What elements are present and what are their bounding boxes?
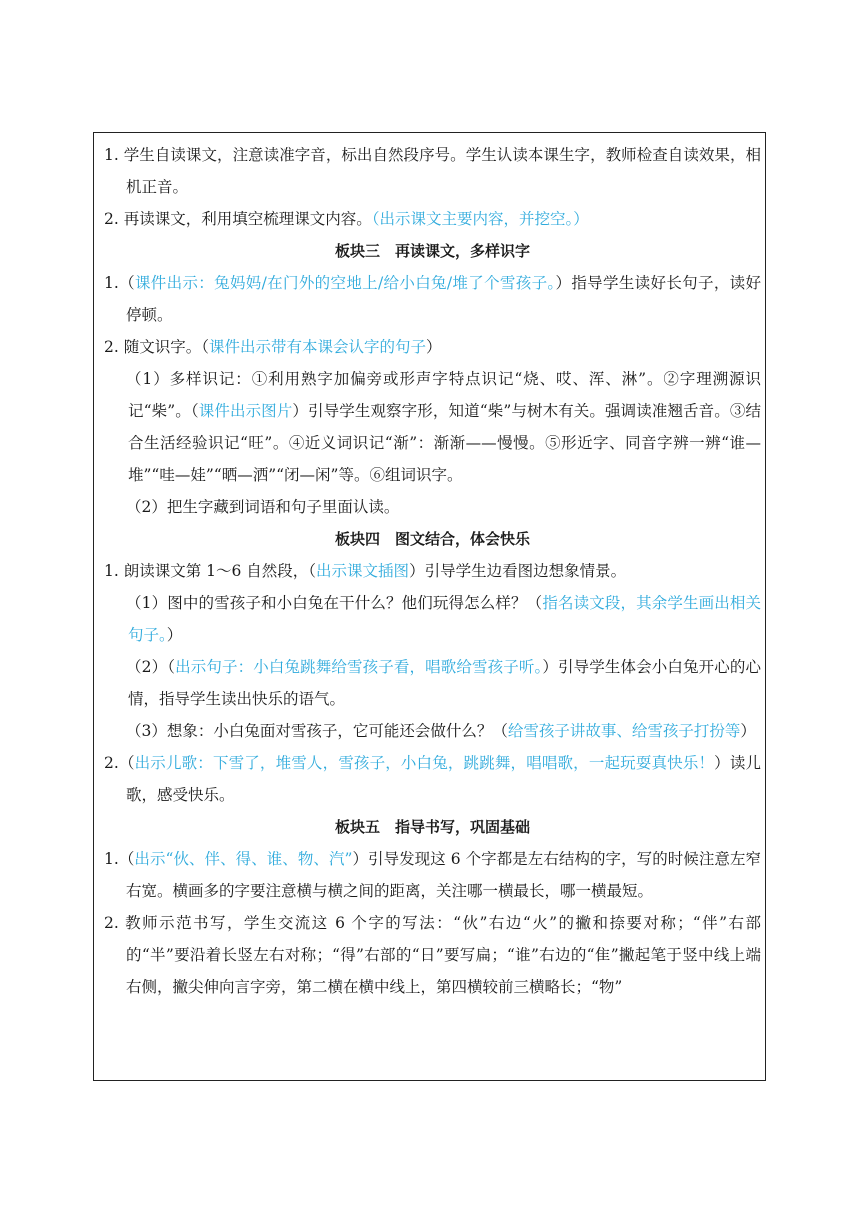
step-paragraph: 2. 教师示范书写，学生交流这 6 个字的写法：“伙”右边“火”的撇和捺要对称；“伴”右部的“半”要沿着长竖左右对称；“得”右部的“日”要写扁；“谁”右边的“隹”撇起笔于竖中线上端右侧，撇尖伸向言字旁，第二横在横中线上，第四横较前三横略长；“物” [104,914,761,996]
courseware-note: 课件出示带有本课会认字的句子 [208,338,426,356]
lesson-content [94,133,765,1003]
lesson-plan-table-cell [93,132,766,1081]
step-paragraph: 2.（出示儿歌：下雪了，堆雪人，雪孩子，小白兔，跳跳舞，唱唱歌，一起玩耍真快乐！）读儿歌，感受快乐。 [104,754,761,804]
step-paragraph: 2. 再读课文，利用填空梳理课文内容。（出示课文主要内容，并挖空。） [104,210,589,228]
courseware-note: 课件出示：兔妈妈/在门外的空地上/给小白兔/堆了个雪孩子。 [134,274,556,292]
step-paragraph: 1.（出示“伙、伴、得、谁、物、汽”）引导发现这 6 个字都是左右结构的字，写的时候注意左窄右宽。横画多的字要注意横与横之间的距离，关注哪一横最长，哪一横最短。 [104,850,761,900]
sub-step-paragraph: （2）（出示句子：小白兔跳舞给雪孩子看，唱歌给雪孩子听。）引导学生体会小白兔开心的心情，指导学生读出快乐的语气。 [126,658,761,708]
courseware-note: 出示“伙、伴、得、谁、物、汽” [134,850,353,868]
sub-step-paragraph: （1）图中的雪孩子和小白兔在干什么？他们玩得怎么样？（指名读文段，其余学生画出相关句子。） [126,594,761,644]
courseware-note: 给雪孩子讲故事、给雪孩子打扮等 [507,722,741,740]
courseware-note: （出示课文主要内容，并挖空。） [371,210,589,228]
courseware-note: 出示课文插图 [316,562,410,580]
courseware-note: 出示儿歌：下雪了，堆雪人，雪孩子，小白兔，跳跳舞，唱唱歌，一起玩耍真快乐！ [134,754,715,772]
courseware-note: 指名读文段，其余学生画出相关句子。 [128,594,761,644]
section-heading-4: 板块四 图文结合，体会快乐 [334,530,530,548]
sub-step-paragraph: （1）多样识记：①利用熟字加偏旁或形声字特点识记“烧、哎、浑、淋”。②字理溯源识记“柴”。（课件出示图片）引导学生观察字形，知道“柴”与树木有关。强调读准翘舌音。③结合生活经验识记“旺”。④近义词识记“渐”：渐渐——慢慢。⑤形近字、同音字辨一辨“谁—堆”“哇—娃”“晒—洒”“闭—闲”等。⑥组词识字。 [126,370,761,484]
sub-step-paragraph: （2）把生字藏到词语和句子里面认读。 [126,498,400,516]
step-paragraph: 1.（课件出示：兔妈妈/在门外的空地上/给小白兔/堆了个雪孩子。）指导学生读好长句子，读好停顿。 [104,274,761,324]
step-paragraph: 1. 朗读课文第 1～6 自然段，（出示课文插图）引导学生边看图边想象情景。 [104,562,627,580]
step-paragraph: 2. 随文识字。（课件出示带有本课会认字的句子） [104,338,442,356]
courseware-note: 课件出示图片 [198,402,293,420]
step-paragraph: 1. 学生自读课文，注意读准字音，标出自然段序号。学生认读本课生字，教师检查自读效果，相机正音。 [104,146,761,196]
section-heading-3: 板块三 再读课文，多样识字 [334,242,530,260]
section-heading-5: 板块五 指导书写，巩固基础 [334,818,530,836]
courseware-note: 出示句子：小白兔跳舞给雪孩子看，唱歌给雪孩子听。 [175,658,543,676]
sub-step-paragraph: （3）想象：小白兔面对雪孩子，它可能还会做什么？（给雪孩子讲故事、给雪孩子打扮等） [126,722,756,740]
